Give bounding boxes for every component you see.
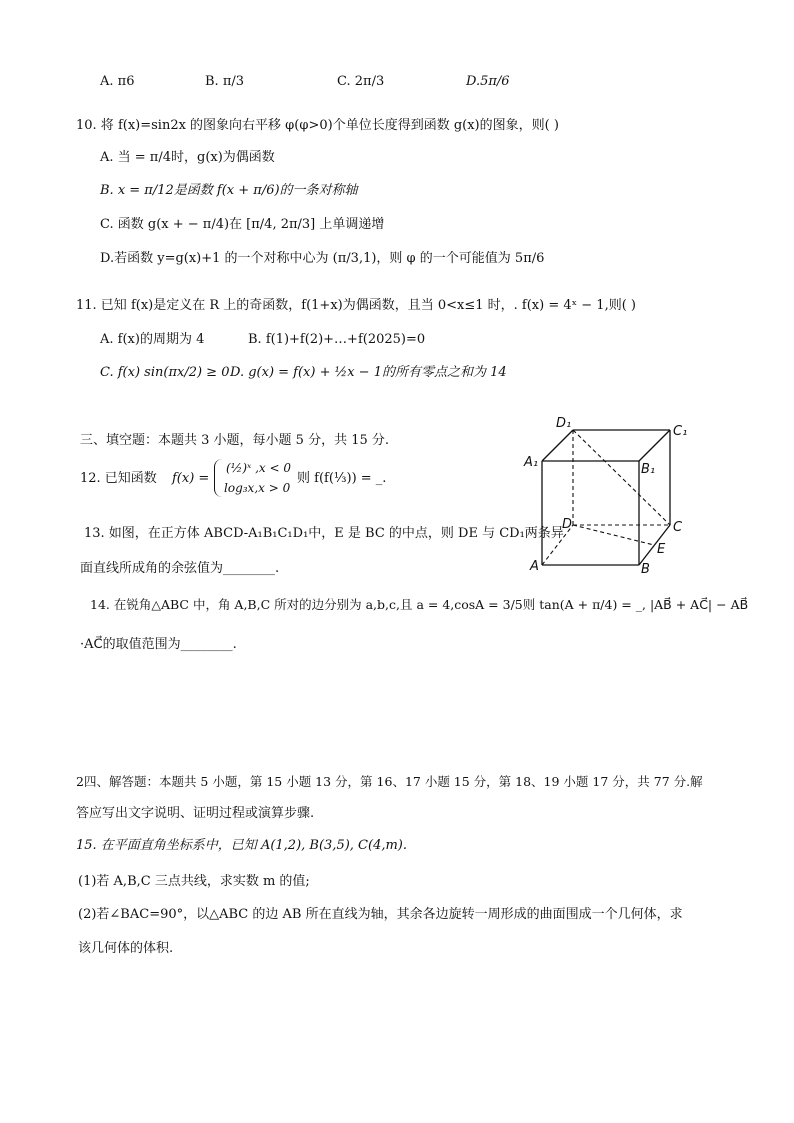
q9-option-c: C. 2π/3 — [337, 74, 385, 89]
q10-option-c: C. 函数 g(x + − π/4)在 [π/4, 2π/3] 上单调递增 — [100, 217, 385, 232]
q9-option-b: B. π/3 — [205, 74, 245, 89]
q11-option-a: A. f(x)的周期为 4 — [100, 332, 205, 347]
label-a1: A₁ — [524, 455, 539, 470]
label-d: D — [562, 517, 573, 532]
edge-b1-c1 — [639, 430, 670, 461]
q12-case-1: (½)ˣ ,x < 0 — [226, 461, 291, 475]
q14-line-2: ·AC⃗的取值范围为________. — [80, 637, 237, 652]
q12-case-2: log₃x,x > 0 — [224, 481, 291, 495]
q9-option-d: D.5π/6 — [466, 74, 510, 89]
q11-option-b: B. f(1)+f(2)+…+f(2025)=0 — [248, 332, 426, 347]
edge-d1-a1 — [542, 430, 573, 461]
section-4-line-1: 2四、解答题：本题共 5 小题，第 15 小题 13 分，第 16、17 小题 15 分，第 18、19 小题 17 分，共 77 分.解 — [76, 774, 703, 789]
section-3-heading: 三、填空题：本题共 3 小题，每小题 5 分，共 15 分. — [80, 433, 390, 448]
q15-part-1: (1)若 A,B,C 三点共线，求实数 m 的值; — [78, 874, 310, 889]
q12-tail: 则 f(f(⅓)) = _. — [297, 471, 387, 486]
q14-line-1: 14. 在锐角△ABC 中，角 A,B,C 所对的边分别为 a,b,c,且 a = 4,cosA = 3/5则 tan(A + π/4) = _, |AB⃗ + AC⃗| − AB⃗ — [90, 597, 749, 612]
label-a: A — [530, 559, 539, 574]
q10-option-b: B. x = π/12是函数 f(x + π/6)的一条对称轴 — [100, 183, 358, 198]
q11-option-d: D. g(x) = f(x) + ½x − 1的所有零点之和为 14 — [230, 365, 507, 380]
q10-stem: 10. 将 f(x)=sin2x 的图象向右平移 φ(φ>0)个单位长度得到函数 g(x)的图象，则( ) — [76, 118, 559, 133]
label-c: C — [673, 520, 683, 535]
label-b1: B₁ — [641, 462, 656, 477]
segment-d-e — [573, 525, 654, 545]
section-4-line-2: 答应写出文字说明、证明过程或演算步骤. — [76, 806, 315, 821]
q9-option-a: A. π6 — [100, 74, 135, 89]
label-d1: D₁ — [556, 416, 572, 431]
label-e: E — [657, 542, 666, 557]
label-b: B — [641, 562, 650, 577]
q15-stem: 15. 在平面直角坐标系中，已知 A(1,2), B(3,5), C(4,m). — [76, 838, 407, 853]
q12-stem: 12. 已知函数 — [80, 471, 157, 486]
edge-b-c — [639, 525, 670, 565]
q11-stem: 11. 已知 f(x)是定义在 R 上的奇函数，f(1+x)为偶函数，且当 0<x≤1 时，. f(x) = 4ˣ − 1,则( ) — [76, 298, 636, 313]
q15-part-2-line-1: (2)若∠BAC=90°，以△ABC 的边 AB 所在直线为轴，其余各边旋转一周形成的曲面围成一个几何体，求 — [78, 907, 683, 922]
cube-figure — [520, 415, 710, 580]
q10-option-d: D.若函数 y=g(x)+1 的一个对称中心为 (π/3,1)，则 φ 的一个可能值为 5π/6 — [100, 251, 545, 266]
q12-func: f(x) = — [172, 471, 210, 486]
q13-line-1: 13. 如图，在正方体 ABCD-A₁B₁C₁D₁中，E 是 BC 的中点，则 DE 与 CD₁两条异 — [84, 526, 564, 541]
q13-line-2: 面直线所成角的余弦值为________. — [80, 561, 280, 576]
q11-option-c: C. f(x) sin(πx/2) ≥ 0 — [100, 365, 230, 380]
q10-option-a: A. 当 = π/4时，g(x)为偶函数 — [100, 150, 275, 165]
q15-part-2-line-2: 该几何体的体积. — [78, 941, 174, 956]
q12-brace — [214, 459, 223, 497]
label-c1: C₁ — [673, 424, 688, 439]
